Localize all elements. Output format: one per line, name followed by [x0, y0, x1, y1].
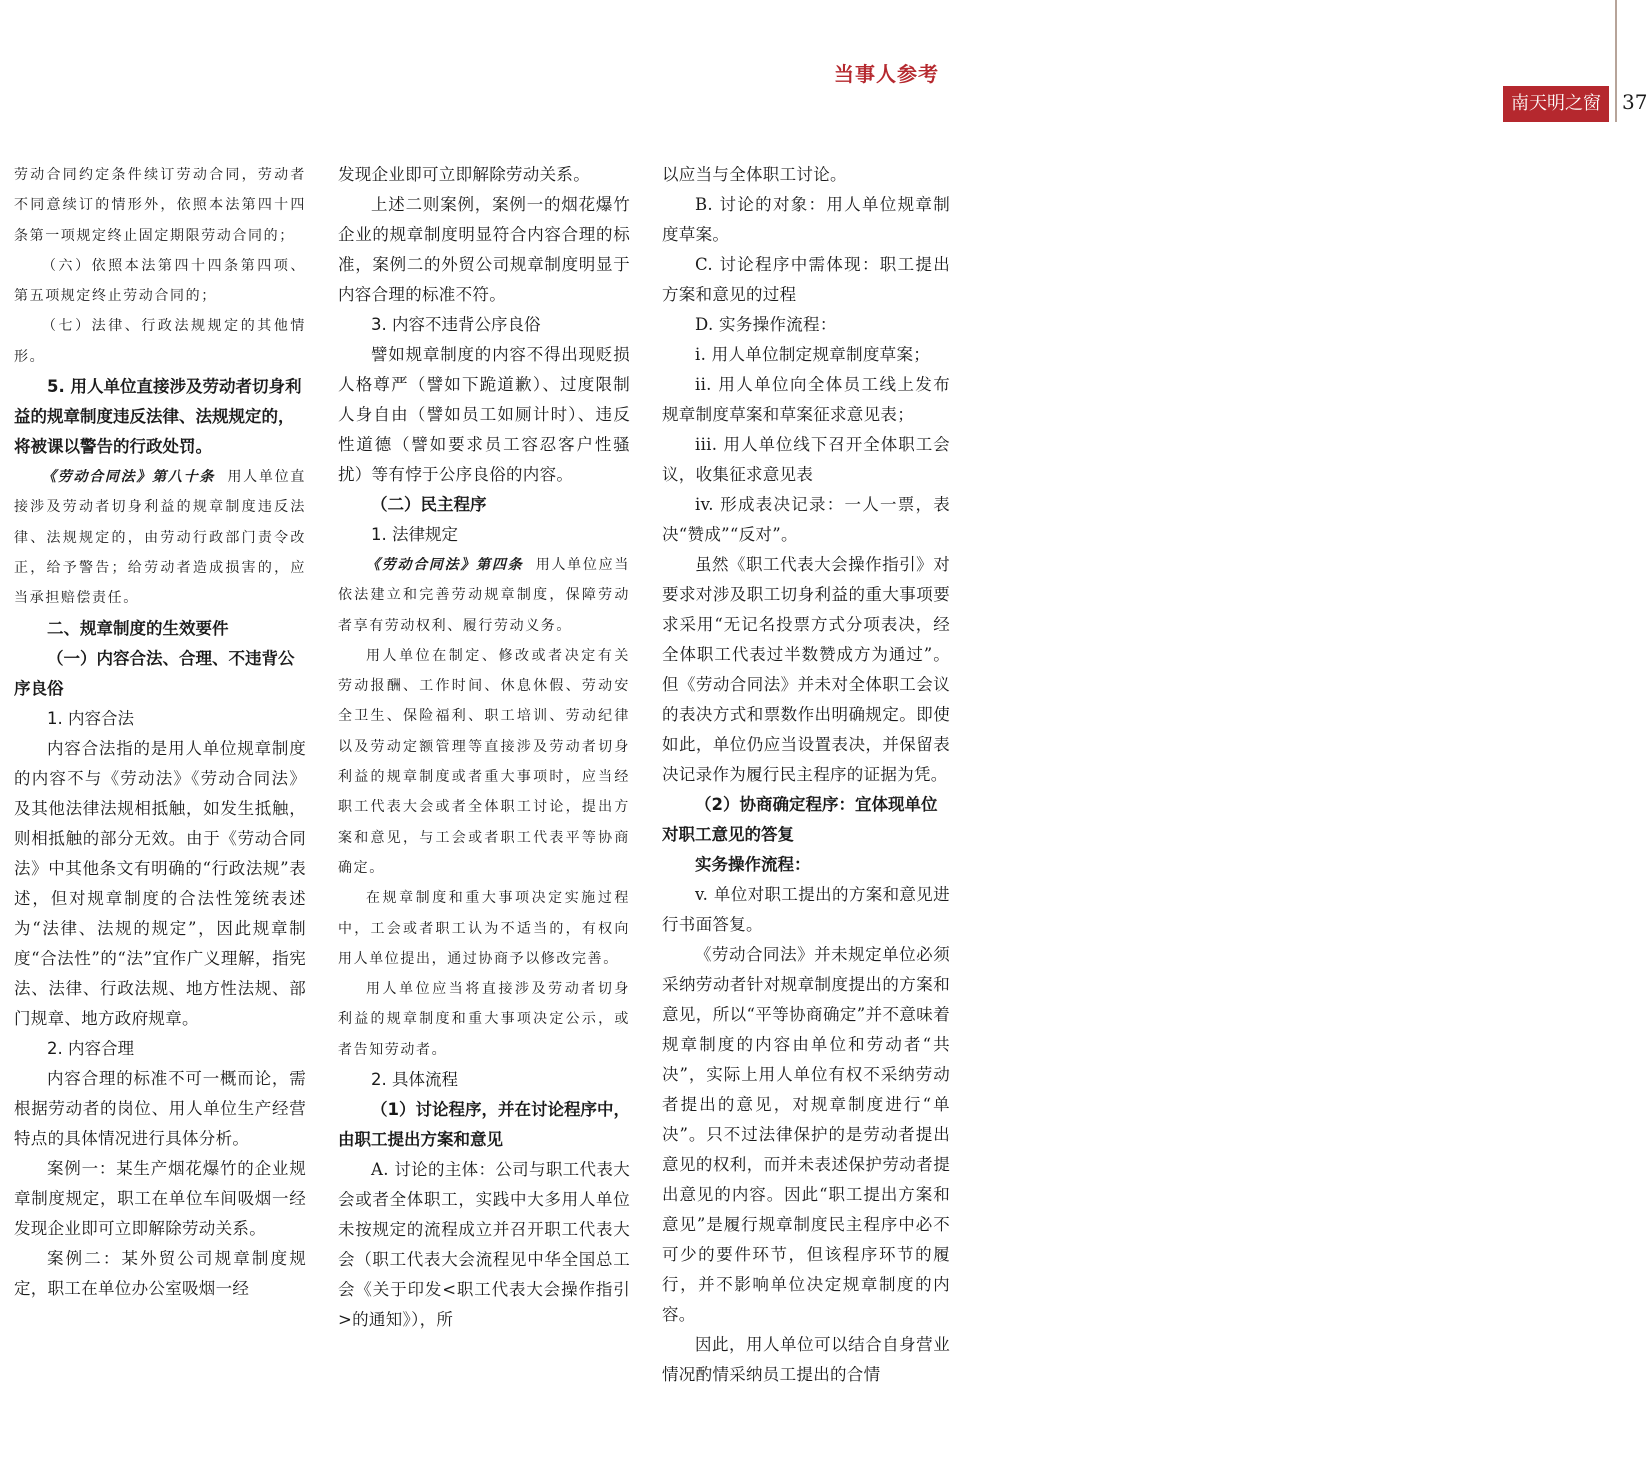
column-title: 当事人参考: [834, 62, 939, 86]
quote-paragraph: [338, 550, 630, 641]
body-paragraph: 发现企业即可立即解除劳动关系。: [338, 165, 590, 184]
quote-text: 用人单位直接涉及劳动者切身利益的规章制度违反法律、法规规定的，由劳动行政部门责令改正，给予警告；给劳动者造成损害的，应当承担赔偿责任。: [14, 469, 306, 607]
quote-paragraph: （七）法律、行政法规规定的其他情形。: [14, 318, 306, 365]
subsection-heading: （2）协商确定程序：宜体现单位对职工意见的答复: [662, 795, 938, 844]
column-2: [338, 160, 630, 1466]
law-reference: 《劳动合同法》第八十条: [42, 469, 216, 486]
item-heading: 2. 具体流程: [371, 1070, 458, 1090]
item-heading: 实务操作流程：: [695, 855, 811, 874]
subsection-heading: （1）讨论程序，并在讨论程序中，由职工提出方案和意见: [338, 1100, 630, 1150]
quote-text: 用人单位应当依法建立和完善劳动规章制度，保障劳动者享有劳动权利、履行劳动义务。: [338, 557, 630, 634]
list-item: iv. 形成表决记录：一人一票，表决“赞成”“反对”。: [662, 495, 950, 544]
subsection-heading: （一）内容合法、合理、不违背公序良俗: [14, 648, 295, 698]
body-paragraph: 内容合法指的是用人单位规章制度的内容不与《劳动法》《劳动合同法》及其他法律法规相抵触，如发生抵触，则相抵触的部分无效。由于《劳动合同法》中其他条文有明确的“行政法规”表述，但对规章制度的合法性笼统表述为“法律、法规的规定”，因此规章制度“合法性”的“法”宜作广义理解，指宪法、法律、行政法规、地方性法规、部门规章、地方政府规章。: [14, 738, 306, 1028]
body-paragraph: 案例二：某外贸公司规章制度规定，职工在单位办公室吸烟一经: [14, 1248, 306, 1298]
column-1: [14, 160, 306, 1466]
body-paragraph: B. 讨论的对象：用人单位规章制度草案。: [662, 195, 950, 244]
header-divider: [1615, 0, 1617, 122]
item-heading: 2. 内容合理: [47, 1038, 134, 1058]
body-paragraph: 因此，用人单位可以结合自身营业情况酌情采纳员工提出的合情: [662, 1335, 950, 1384]
list-item: v. 单位对职工提出的方案和意见进行书面答复。: [662, 885, 950, 934]
body-paragraph: 以应当与全体职工讨论。: [662, 165, 847, 184]
body-paragraph: C. 讨论程序中需体现：职工提出方案和意见的过程: [662, 255, 950, 304]
section-heading: 5. 用人单位直接涉及劳动者切身利益的规章制度违反法律、法规规定的，将被课以警告的行政处罚。: [14, 377, 302, 457]
quote-paragraph: [14, 462, 306, 613]
list-item: i. 用人单位制定规章制度草案；: [695, 345, 931, 364]
item-heading: 1. 法律规定: [371, 525, 458, 544]
page-header: [671, 0, 1647, 130]
subsection-heading: （二）民主程序: [371, 495, 487, 514]
body-paragraph: 案例一：某生产烟花爆竹的企业规章制度规定，职工在单位车间吸烟一经发现企业即可立即解除劳动关系。: [14, 1158, 306, 1238]
page-number: 37: [1622, 90, 1647, 114]
list-item: ii. 用人单位向全体员工线上发布规章制度草案和草案征求意见表；: [662, 375, 950, 424]
body-paragraph: 《劳动合同法》并未规定单位必须采纳劳动者针对规章制度提出的方案和意见，所以“平等协商确定”并不意味着规章制度的内容由单位和劳动者“共决”，实际上用人单位有权不采纳劳动者提出的意见，对规章制度进行“单决”。只不过法律保护的是劳动者提出意见的权利，而并未表述保护劳动者提出意见的内容。因此“职工提出方案和意见”是履行规章制度民主程序中必不可少的要件环节，但该程序环节的履行，并不影响单位决定规章制度的内容。: [662, 945, 950, 1324]
list-item: iii. 用人单位线下召开全体职工会议，收集征求意见表: [662, 435, 950, 484]
quote-paragraph: 用人单位应当将直接涉及劳动者切身利益的规章制度和重大事项决定公示，或者告知劳动者。: [338, 981, 630, 1058]
body-paragraph: 内容合理的标准不可一概而论，需根据劳动者的岗位、用人单位生产经营特点的具体情况进行具体分析。: [14, 1068, 306, 1148]
quote-paragraph: （六）依照本法第四十四条第四项、第五项规定终止劳动合同的；: [14, 257, 306, 305]
quote-paragraph: 劳动合同约定条件续订劳动合同，劳动者不同意续订的情形外，依照本法第四十四条第一项规定终止固定期限劳动合同的；: [14, 167, 306, 244]
section-heading: 二、规章制度的生效要件: [47, 618, 229, 638]
law-reference: 《劳动合同法》第四条: [366, 557, 524, 573]
item-heading: 3. 内容不违背公序良俗: [371, 315, 541, 334]
body-paragraph: 上述二则案例，案例一的烟花爆竹企业的规章制度明显符合内容合理的标准，案例二的外贸公司规章制度明显于内容合理的标准不符。: [338, 195, 630, 304]
quote-paragraph: 在规章制度和重大事项决定实施过程中，工会或者职工认为不适当的，有权向用人单位提出，通过协商予以修改完善。: [338, 890, 630, 967]
item-heading: 1. 内容合法: [47, 708, 134, 728]
body-paragraph: 虽然《职工代表大会操作指引》对要求对涉及职工切身利益的重大事项要求采用“无记名投票方式分项表决，经全体职工代表过半数赞成方为通过”。但《劳动合同法》并未对全体职工会议的表决方式和票数作出明确规定。即使如此，单位仍应当设置表决，并保留表决记录作为履行民主程序的证据为凭。: [662, 555, 950, 784]
column-3: [662, 160, 950, 1466]
quote-paragraph: 用人单位在制定、修改或者决定有关劳动报酬、工作时间、休息休假、劳动安全卫生、保险福利、职工培训、劳动纪律以及劳动定额管理等直接涉及劳动者切身利益的规章制度或者重大事项时，应当经职工代表大会或者全体职工讨论，提出方案和意见，与工会或者职工代表平等协商确定。: [338, 647, 630, 876]
body-paragraph: 譬如规章制度的内容不得出现贬损人格尊严（譬如下跪道歉）、过度限制人身自由（譬如员工如厕计时）、违反性道德（譬如要求员工容忍客户性骚扰）等有悖于公序良俗的内容。: [338, 345, 630, 484]
column-subtitle: 南天明之窗: [1503, 86, 1609, 122]
body-paragraph: D. 实务操作流程：: [695, 315, 837, 334]
body-paragraph: A. 讨论的主体：公司与职工代表大会或者全体职工，实践中大多用人单位未按规定的流程成立并召开职工代表大会（职工代表大会流程见中华全国总工会《关于印发<职工代表大会操作指引>的通知》），所: [338, 1160, 630, 1330]
